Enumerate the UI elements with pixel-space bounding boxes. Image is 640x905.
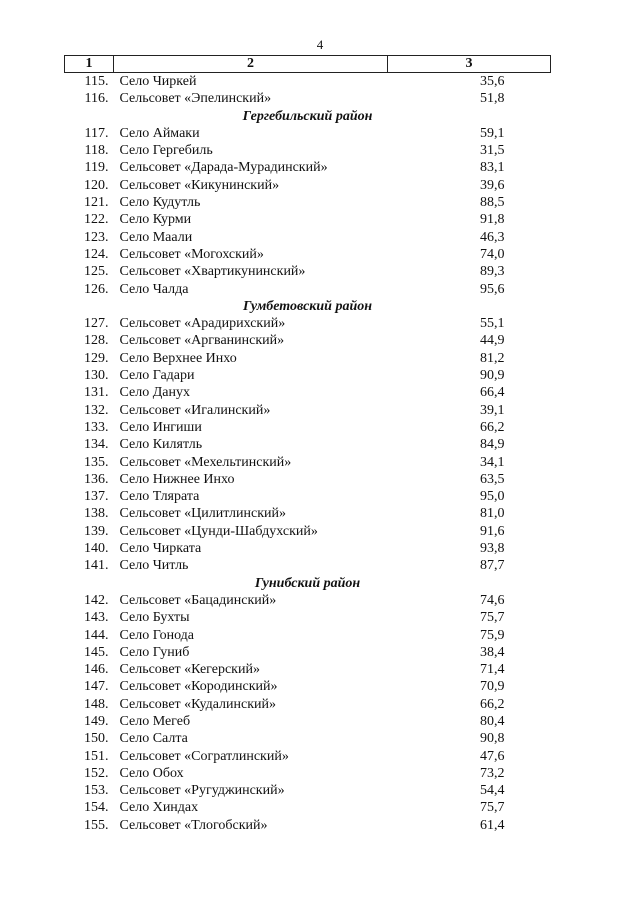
row-value: 35,6	[480, 74, 505, 89]
row-value: 89,3	[480, 264, 505, 280]
settlement-name: Сельсовет «Эпелинский»	[119, 91, 272, 107]
table-row	[65, 454, 551, 471]
row-number: 129.	[84, 350, 109, 366]
settlement-name: Сельсовет «Кикунинский»	[119, 177, 280, 193]
row-value: 87,7	[480, 558, 505, 574]
table-row	[65, 367, 551, 384]
settlement-name: Сельсовет «Мехельтинский»	[119, 454, 292, 470]
settlement-name: Село Маали	[119, 229, 193, 245]
row-number: 145.	[84, 644, 109, 660]
row-number: 128.	[84, 333, 109, 349]
table-row	[65, 540, 551, 557]
row-value: 91,8	[480, 212, 505, 228]
table-row	[65, 609, 551, 626]
row-value: 59,1	[480, 125, 505, 141]
row-value: 34,1	[480, 454, 505, 470]
settlement-name: Сельсовет «Согратлинский»	[119, 748, 289, 764]
table-row	[65, 730, 551, 747]
table-row	[65, 799, 551, 816]
settlement-name: Село Чирката	[119, 541, 202, 557]
settlement-name: Сельсовет «Бацадинский»	[119, 592, 277, 608]
settlement-name: Село Кудутль	[119, 195, 201, 211]
row-value: 31,5	[480, 143, 505, 159]
table-row	[65, 765, 551, 782]
settlement-name: Сельсовет «Кудалинский»	[119, 696, 277, 712]
table-row	[65, 644, 551, 661]
row-number: 140.	[84, 541, 109, 557]
table-body	[65, 73, 551, 835]
row-value: 90,9	[480, 368, 505, 384]
row-value: 74,0	[480, 246, 505, 262]
table-row	[65, 419, 551, 436]
row-value: 84,9	[480, 437, 505, 453]
row-number: 135.	[84, 454, 109, 470]
column-header-value: 3	[388, 56, 551, 73]
row-value: 66,2	[480, 419, 505, 435]
settlement-name: Сельсовет «Тлогобский»	[119, 817, 268, 833]
row-number: 150.	[84, 731, 109, 747]
settlement-name: Село Верхнее Инхо	[119, 350, 237, 366]
row-number: 117.	[84, 125, 109, 141]
row-number: 134.	[84, 437, 109, 453]
row-number: 123.	[84, 229, 109, 245]
row-value: 55,1	[480, 316, 505, 332]
row-number: 131.	[84, 385, 109, 401]
row-value: 75,7	[480, 610, 505, 626]
row-value: 75,7	[480, 800, 505, 816]
row-value: 75,9	[480, 627, 505, 643]
row-number: 141.	[84, 558, 109, 574]
row-value: 88,5	[480, 195, 505, 211]
table-row	[65, 125, 551, 142]
row-number: 132.	[84, 402, 109, 418]
row-value: 95,6	[480, 281, 505, 297]
row-value: 61,4	[480, 817, 505, 833]
table-row	[65, 281, 551, 298]
row-number: 125.	[84, 264, 109, 280]
table-row	[65, 817, 551, 834]
row-value: 46,3	[480, 229, 505, 245]
table-row	[65, 142, 551, 159]
table-row	[65, 159, 551, 176]
row-value: 54,4	[480, 783, 505, 799]
settlement-name: Село Гадари	[119, 368, 195, 384]
district-name: Гунибский район	[254, 575, 361, 591]
district-header-row	[65, 108, 551, 125]
settlement-name: Село Салта	[119, 731, 188, 747]
table-row	[65, 229, 551, 246]
row-value: 81,0	[480, 506, 505, 522]
table-row	[65, 678, 551, 695]
row-value: 91,6	[480, 523, 505, 539]
table-row	[65, 713, 551, 730]
row-number: 122.	[84, 212, 109, 228]
district-header-row	[65, 575, 551, 592]
settlement-name: Село Гуниб	[119, 644, 190, 660]
row-number: 149.	[84, 713, 109, 729]
row-number: 154.	[84, 800, 109, 816]
row-value: 95,0	[480, 489, 505, 505]
row-value: 71,4	[480, 662, 505, 678]
row-value: 93,8	[480, 541, 505, 557]
settlement-name: Село Гергебиль	[119, 143, 213, 159]
settlement-name: Село Читль	[119, 558, 189, 574]
table-row	[65, 246, 551, 263]
table-row	[65, 384, 551, 401]
table-row	[65, 471, 551, 488]
row-number: 147.	[84, 679, 109, 695]
settlement-name: Сельсовет «Аргванинский»	[119, 333, 285, 349]
row-value: 73,2	[480, 765, 505, 781]
table-row	[65, 488, 551, 505]
row-value: 66,2	[480, 696, 505, 712]
row-number: 118.	[84, 143, 109, 159]
row-number: 124.	[84, 246, 109, 262]
district-header-row	[65, 298, 551, 315]
row-value: 80,4	[480, 713, 505, 729]
settlement-name: Сельсовет «Кегерский»	[119, 662, 260, 678]
table-row	[65, 436, 551, 453]
settlement-name: Село Нижнее Инхо	[119, 471, 235, 487]
table-row	[65, 350, 551, 367]
settlement-name: Село Чиркей	[119, 74, 197, 89]
row-value: 70,9	[480, 679, 505, 695]
settlements-table	[64, 55, 551, 834]
row-number: 121.	[84, 195, 109, 211]
table-row	[65, 661, 551, 678]
row-value: 47,6	[480, 748, 505, 764]
row-value: 39,6	[480, 177, 505, 193]
row-number: 138.	[84, 506, 109, 522]
row-number: 143.	[84, 610, 109, 626]
table-row	[65, 90, 551, 107]
settlement-name: Село Тлярата	[119, 489, 200, 505]
table-row	[65, 73, 551, 91]
settlement-name: Сельсовет «Ругуджинский»	[119, 783, 285, 799]
district-name: Гумбетовский район	[242, 298, 373, 314]
table-row	[65, 332, 551, 349]
row-number: 119.	[84, 160, 109, 176]
settlement-name: Село Мегеб	[119, 713, 191, 729]
settlement-name: Село Килятль	[119, 437, 203, 453]
row-number: 127.	[84, 316, 109, 332]
row-value: 51,8	[480, 91, 505, 107]
settlement-name: Сельсовет «Арадирихский»	[119, 316, 286, 332]
row-number: 137.	[84, 489, 109, 505]
row-number: 155.	[84, 817, 109, 833]
table-row	[65, 194, 551, 211]
row-value: 63,5	[480, 471, 505, 487]
table-row	[65, 523, 551, 540]
settlement-name: Село Ингиши	[119, 419, 202, 435]
table-row	[65, 696, 551, 713]
table-row	[65, 782, 551, 799]
table-row	[65, 627, 551, 644]
table-row	[65, 557, 551, 574]
settlement-name: Село Хиндах	[119, 800, 199, 816]
row-number: 139.	[84, 523, 109, 539]
row-number: 136.	[84, 471, 109, 487]
table-row	[65, 505, 551, 522]
settlement-name: Село Аймаки	[119, 125, 200, 141]
row-number: 115.	[84, 74, 109, 89]
table-row	[65, 315, 551, 332]
row-number: 146.	[84, 662, 109, 678]
table-row	[65, 592, 551, 609]
settlement-name: Село Обох	[119, 765, 184, 781]
row-number: 148.	[84, 696, 109, 712]
settlement-name: Сельсовет «Могохский»	[119, 246, 264, 262]
row-number: 126.	[84, 281, 109, 297]
table-row	[65, 177, 551, 194]
settlement-name: Сельсовет «Хвартикунинский»	[119, 264, 306, 280]
settlement-name: Село Курми	[119, 212, 192, 228]
settlement-name: Сельсовет «Кородинский»	[119, 679, 278, 695]
row-number: 116.	[84, 91, 109, 107]
settlement-name: Село Бухты	[119, 610, 190, 626]
settlement-name: Село Чалда	[119, 281, 189, 297]
table-header-row	[65, 56, 551, 73]
row-number: 142.	[84, 592, 109, 608]
settlement-name: Сельсовет «Цунди-Шабдухский»	[119, 523, 318, 539]
row-value: 81,2	[480, 350, 505, 366]
row-value: 74,6	[480, 592, 505, 608]
row-value: 38,4	[480, 644, 505, 660]
table-row	[65, 748, 551, 765]
table-row	[65, 211, 551, 228]
row-value: 66,4	[480, 385, 505, 401]
row-number: 130.	[84, 368, 109, 384]
settlement-name: Сельсовет «Дарада-Мурадинский»	[119, 160, 328, 176]
row-number: 152.	[84, 765, 109, 781]
page-number: 4	[316, 37, 324, 52]
row-value: 83,1	[480, 160, 505, 176]
settlement-name: Село Гонода	[119, 627, 194, 643]
table-row	[65, 402, 551, 419]
row-number: 144.	[84, 627, 109, 643]
table-row	[65, 263, 551, 280]
row-number: 151.	[84, 748, 109, 764]
row-value: 90,8	[480, 731, 505, 747]
row-number: 133.	[84, 419, 109, 435]
row-value: 39,1	[480, 402, 505, 418]
settlement-name: Сельсовет «Цилитлинский»	[119, 506, 286, 522]
row-value: 44,9	[480, 333, 505, 349]
column-header-name: 2	[114, 56, 388, 73]
settlement-name: Село Данух	[119, 385, 190, 401]
row-number: 120.	[84, 177, 109, 193]
settlement-name: Сельсовет «Игалинский»	[119, 402, 271, 418]
district-name: Гергебильский район	[242, 108, 373, 124]
column-header-number: 1	[65, 56, 114, 73]
row-number: 153.	[84, 783, 109, 799]
